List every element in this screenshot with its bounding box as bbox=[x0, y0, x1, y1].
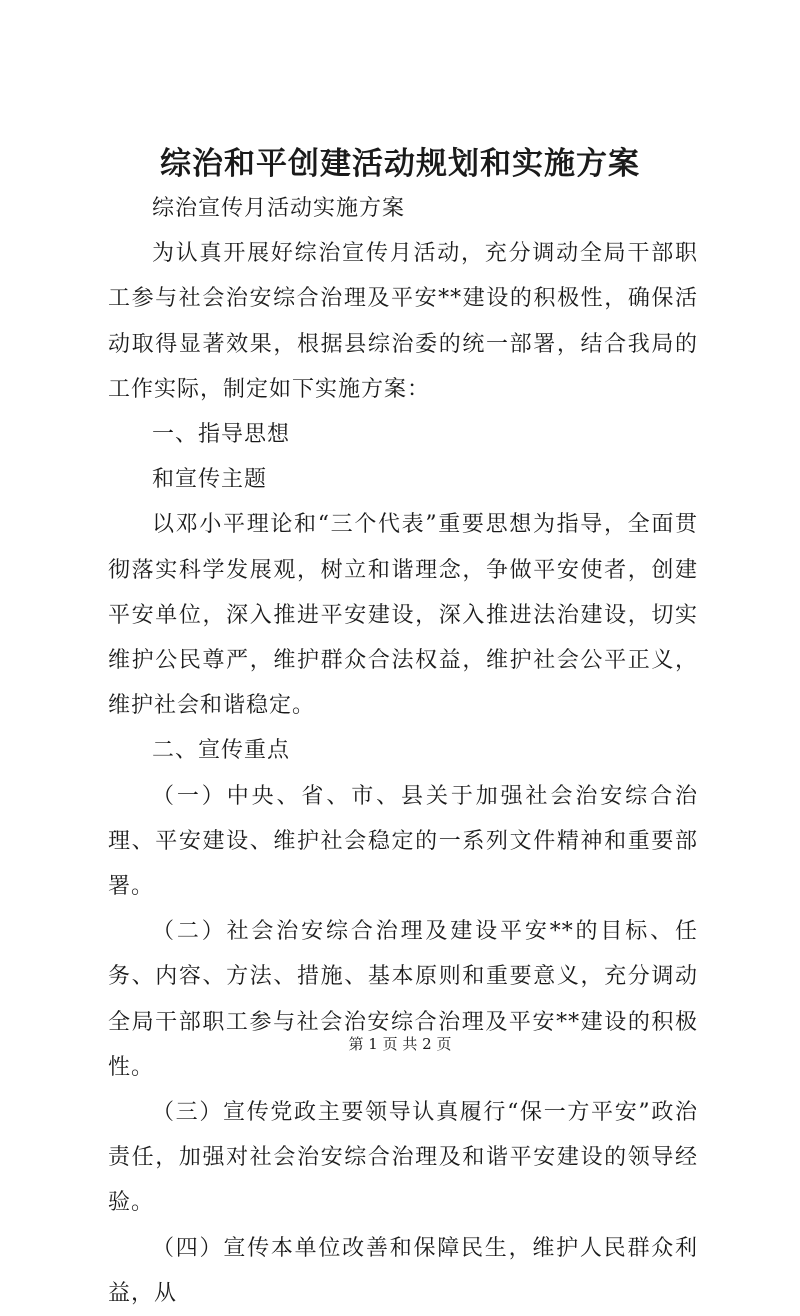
document-title: 综治和平创建活动规划和实施方案 bbox=[160, 146, 640, 182]
paragraph-item-1: （一）中央、省、市、县关于加强社会治安综合治理、平安建设、维护社会稳定的一系列文件精神和重要部署。 bbox=[108, 783, 698, 900]
section-heading-guiding-thought: 一、指导思想 bbox=[152, 422, 291, 448]
page-number-footer: 第 1 页 共 2 页 bbox=[348, 1035, 452, 1053]
document-body bbox=[108, 186, 698, 1316]
section-heading-theme: 和宣传主题 bbox=[152, 467, 268, 493]
paragraph-item-2: （二）社会治安综合治理及建设平安**的目标、任务、内容、方法、措施、基本原则和重要意义，充分调动全局干部职工参与社会治安综合治理及平安**建设的积极性。 bbox=[108, 919, 698, 1080]
section-heading-publicity-focus: 二、宣传重点 bbox=[152, 738, 291, 764]
paragraph-item-3: （三）宣传党政主要领导认真履行“保一方平安”政治责任，加强对社会治安综合治理及和谐平安建设的领导经验。 bbox=[108, 1100, 698, 1216]
paragraph-intro: 为认真开展好综治宣传月活动，充分调动全局干部职工参与社会治安综合治理及平安**建设的积极性，确保活动取得显著效果，根据县综治委的统一部署，结合我局的工作实际，制定如下实施方案： bbox=[108, 241, 698, 402]
paragraph-guiding-content: 以邓小平理论和“三个代表”重要思想为指导，全面贯彻落实科学发展观，树立和谐理念，争做平安使者，创建平安单位，深入推进平安建设，深入推进法治建设，切实维护公民尊严，维护群众合法权益，维护社会公平正义，维护社会和谐稳定。 bbox=[108, 512, 698, 719]
paragraph-subtitle: 综治宣传月活动实施方案 bbox=[152, 196, 406, 221]
paragraph-item-4: （四）宣传本单位改善和保障民生，维护人民群众利益，从 bbox=[108, 1235, 698, 1306]
